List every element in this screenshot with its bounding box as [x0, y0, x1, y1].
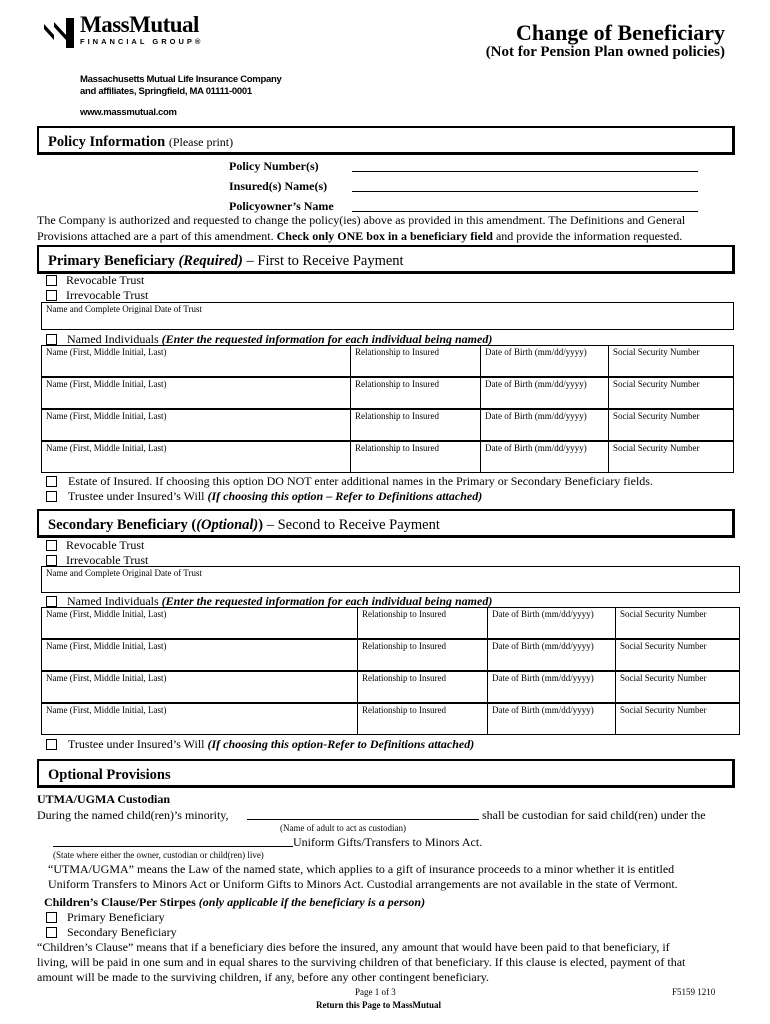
- secondary-irrevocable-trust-checkbox[interactable]: [46, 555, 57, 566]
- secondary-named-individuals-label: Named Individuals (Enter the requested information for each individual being named): [67, 594, 493, 608]
- secondary-ssn-field[interactable]: [615, 704, 741, 734]
- authorization-text-line1: The Company is authorized and requested to change the policy(ies) above as provided in this amendment. The Definitions and General: [37, 213, 686, 227]
- secondary-name-label: Name (First, Middle Initial, Last): [46, 673, 167, 683]
- page-number: Page 1 of 3: [355, 987, 396, 997]
- secondary-irrevocable-trust-label: Irrevocable Trust: [66, 553, 149, 567]
- form-title: Change of Beneficiary: [516, 20, 725, 45]
- secondary-name-label: Name (First, Middle Initial, Last): [46, 641, 167, 651]
- secondary-relationship-field[interactable]: [357, 672, 487, 702]
- primary-named-individuals-label: Named Individuals (Enter the requested information for each individual being named): [67, 332, 493, 346]
- logo-name: MassMutual: [80, 12, 199, 37]
- secondary-ssn-field[interactable]: [615, 672, 741, 702]
- policyowner-name-label: Policyowner’s Name: [229, 199, 334, 213]
- primary-individual-row: [41, 409, 734, 441]
- secondary-relationship-label: Relationship to Insured: [362, 705, 446, 715]
- primary-ssn-field[interactable]: [608, 410, 735, 440]
- secondary-date-of-birth-label: Date of Birth (mm/dd/yyyy): [492, 609, 594, 619]
- primary-individual-row: [41, 377, 734, 409]
- secondary-name-field[interactable]: [42, 608, 357, 638]
- secondary-relationship-label: Relationship to Insured: [362, 641, 446, 651]
- primary-date-of-birth-field[interactable]: [480, 346, 608, 376]
- optional-provisions-section-header: [37, 759, 735, 788]
- secondary-name-field[interactable]: [42, 704, 357, 734]
- primary-relationship-label: Relationship to Insured: [355, 379, 439, 389]
- primary-trust-name-label: Name and Complete Original Date of Trust: [46, 304, 202, 314]
- utma-act-label: Uniform Gifts/Transfers to Minors Act.: [293, 835, 483, 849]
- primary-named-individuals-checkbox[interactable]: [46, 334, 57, 345]
- childrens-clause-secondary-label: Secondary Beneficiary: [67, 925, 177, 939]
- primary-relationship-label: Relationship to Insured: [355, 411, 439, 421]
- childrens-clause-primary-checkbox[interactable]: [46, 912, 57, 923]
- primary-ssn-label: Social Security Number: [613, 347, 700, 357]
- custodian-state-note: (State where either the owner, custodian or child(ren) live): [53, 850, 264, 860]
- secondary-ssn-field[interactable]: [615, 640, 741, 670]
- primary-name-label: Name (First, Middle Initial, Last): [46, 379, 167, 389]
- estate-of-insured-checkbox[interactable]: [46, 476, 57, 487]
- secondary-trust-name-field[interactable]: [41, 566, 740, 593]
- secondary-name-field[interactable]: [42, 640, 357, 670]
- primary-beneficiary-section-header: [37, 245, 735, 274]
- massmutual-logo-icon: [44, 18, 74, 48]
- secondary-individual-row: [41, 639, 740, 671]
- secondary-ssn-label: Social Security Number: [620, 673, 707, 683]
- secondary-beneficiary-section-header: [37, 509, 735, 538]
- company-address-line2: and affiliates, Springfield, MA 01111-0001: [80, 86, 252, 97]
- primary-date-of-birth-field[interactable]: [480, 410, 608, 440]
- primary-date-of-birth-label: Date of Birth (mm/dd/yyyy): [485, 379, 587, 389]
- secondary-date-of-birth-field[interactable]: [487, 672, 615, 702]
- secondary-date-of-birth-field[interactable]: [487, 608, 615, 638]
- utma-line1-end: shall be custodian for said child(ren) under the: [482, 808, 706, 822]
- secondary-relationship-field[interactable]: [357, 608, 487, 638]
- form-subtitle: (Not for Pension Plan owned policies): [485, 44, 725, 60]
- secondary-trust-name-label: Name and Complete Original Date of Trust: [46, 568, 202, 578]
- primary-individual-row: [41, 441, 734, 473]
- primary-date-of-birth-label: Date of Birth (mm/dd/yyyy): [485, 443, 587, 453]
- primary-irrevocable-trust-label: Irrevocable Trust: [66, 288, 149, 302]
- custodian-name-note: (Name of adult to act as custodian): [280, 823, 406, 833]
- primary-date-of-birth-label: Date of Birth (mm/dd/yyyy): [485, 411, 587, 421]
- primary-ssn-field[interactable]: [608, 346, 735, 376]
- insured-name-field[interactable]: [352, 191, 698, 192]
- secondary-ssn-label: Social Security Number: [620, 705, 707, 715]
- primary-individual-row: [41, 345, 734, 377]
- insured-name-label: Insured(s) Name(s): [229, 179, 328, 193]
- estate-of-insured-label: Estate of Insured. If choosing this option DO NOT enter additional names in the Primary or Secondary Beneficiary fields.: [68, 474, 653, 488]
- primary-relationship-label: Relationship to Insured: [355, 443, 439, 453]
- primary-relationship-field[interactable]: [350, 410, 480, 440]
- primary-name-label: Name (First, Middle Initial, Last): [46, 443, 167, 453]
- custodian-name-field[interactable]: [247, 819, 479, 820]
- secondary-date-of-birth-label: Date of Birth (mm/dd/yyyy): [492, 673, 594, 683]
- secondary-trustee-label: Trustee under Insured’s Will (If choosing this option-Refer to Definitions attached): [68, 737, 475, 751]
- primary-name-label: Name (First, Middle Initial, Last): [46, 347, 167, 357]
- primary-revocable-trust-label: Revocable Trust: [66, 273, 145, 287]
- childrens-clause-definition-line1: “Children’s Clause” means that if a beneficiary dies before the insured, any amount that would have been paid to that beneficiary, if: [37, 940, 670, 954]
- primary-date-of-birth-label: Date of Birth (mm/dd/yyyy): [485, 347, 587, 357]
- primary-name-field[interactable]: [42, 442, 350, 472]
- primary-ssn-field[interactable]: [608, 378, 735, 408]
- secondary-revocable-trust-checkbox[interactable]: [46, 540, 57, 551]
- primary-name-field[interactable]: [42, 346, 350, 376]
- secondary-ssn-label: Social Security Number: [620, 609, 707, 619]
- primary-name-field[interactable]: [42, 378, 350, 408]
- utma-definition-line2: Uniform Transfers to Minors Act or Uniform Gifts to Minors Act. Custodial arrangements are not available in the state of Vermont.: [48, 877, 678, 891]
- company-website[interactable]: www.massmutual.com: [80, 107, 177, 118]
- primary-date-of-birth-field[interactable]: [480, 442, 608, 472]
- primary-beneficiary-heading: Primary Beneficiary (Required) – First to Receive Payment: [48, 253, 404, 269]
- secondary-name-label: Name (First, Middle Initial, Last): [46, 705, 167, 715]
- secondary-relationship-field[interactable]: [357, 640, 487, 670]
- primary-ssn-field[interactable]: [608, 442, 735, 472]
- form-id: F5159 1210: [672, 987, 716, 997]
- primary-trustee-label: Trustee under Insured’s Will (If choosing this option – Refer to Definitions attached): [68, 489, 483, 503]
- primary-name-label: Name (First, Middle Initial, Last): [46, 411, 167, 421]
- utma-line1-start: During the named child(ren)’s minority,: [37, 808, 229, 822]
- secondary-date-of-birth-label: Date of Birth (mm/dd/yyyy): [492, 705, 594, 715]
- childrens-clause-secondary-checkbox[interactable]: [46, 927, 57, 938]
- secondary-relationship-label: Relationship to Insured: [362, 609, 446, 619]
- primary-ssn-label: Social Security Number: [613, 411, 700, 421]
- primary-date-of-birth-field[interactable]: [480, 378, 608, 408]
- secondary-ssn-field[interactable]: [615, 608, 741, 638]
- company-address-line1: Massachusetts Mutual Life Insurance Company: [80, 74, 282, 85]
- secondary-date-of-birth-label: Date of Birth (mm/dd/yyyy): [492, 641, 594, 651]
- primary-relationship-field[interactable]: [350, 442, 480, 472]
- secondary-name-field[interactable]: [42, 672, 357, 702]
- utma-definition-line1: “UTMA/UGMA” means the Law of the named state, which applies to a gift of insurance proceeds to a minor whether it is entitled: [48, 862, 675, 876]
- secondary-trustee-checkbox[interactable]: [46, 739, 57, 750]
- childrens-clause-definition-line3: amount will be made to the surviving children, if any, before any other contingent beneficiary.: [37, 970, 489, 984]
- childrens-clause-definition-line2: living, will be paid in one sum and in equal shares to the surviving children of that beneficiary. If this clause is elected, payment of that: [37, 955, 686, 969]
- secondary-relationship-label: Relationship to Insured: [362, 673, 446, 683]
- primary-relationship-field[interactable]: [350, 378, 480, 408]
- policy-number-field[interactable]: [352, 171, 698, 172]
- primary-ssn-label: Social Security Number: [613, 379, 700, 389]
- secondary-date-of-birth-field[interactable]: [487, 640, 615, 670]
- secondary-named-individuals-checkbox[interactable]: [46, 596, 57, 607]
- primary-relationship-label: Relationship to Insured: [355, 347, 439, 357]
- secondary-date-of-birth-field[interactable]: [487, 704, 615, 734]
- secondary-ssn-label: Social Security Number: [620, 641, 707, 651]
- custodian-state-field[interactable]: [53, 846, 293, 847]
- authorization-text-line2: Provisions attached are a part of this amendment. Check only ONE box in a beneficiary field and provide the information requested.: [37, 229, 683, 243]
- return-instruction: Return this Page to MassMutual: [316, 1000, 441, 1010]
- policy-info-heading: Policy Information (Please print): [48, 134, 234, 150]
- childrens-clause-primary-label: Primary Beneficiary: [67, 910, 165, 924]
- policy-info-section-header: [37, 126, 735, 155]
- secondary-individual-row: [41, 607, 740, 639]
- secondary-individual-row: [41, 671, 740, 703]
- secondary-relationship-field[interactable]: [357, 704, 487, 734]
- childrens-clause-heading: Children’s Clause/Per Stirpes (only applicable if the beneficiary is a person): [44, 895, 426, 909]
- policyowner-name-field[interactable]: [352, 211, 698, 212]
- primary-revocable-trust-checkbox[interactable]: [46, 275, 57, 286]
- optional-provisions-heading: Optional Provisions: [48, 767, 171, 783]
- policy-number-label: Policy Number(s): [229, 159, 319, 173]
- logo-subtitle: FINANCIAL GROUP®: [80, 37, 204, 46]
- primary-ssn-label: Social Security Number: [613, 443, 700, 453]
- primary-relationship-field[interactable]: [350, 346, 480, 376]
- secondary-revocable-trust-label: Revocable Trust: [66, 538, 145, 552]
- primary-name-field[interactable]: [42, 410, 350, 440]
- secondary-individual-row: [41, 703, 740, 735]
- primary-trustee-checkbox[interactable]: [46, 491, 57, 502]
- primary-irrevocable-trust-checkbox[interactable]: [46, 290, 57, 301]
- utma-heading: UTMA/UGMA Custodian: [37, 792, 171, 806]
- secondary-beneficiary-heading: Secondary Beneficiary ((Optional)) – Second to Receive Payment: [48, 517, 440, 533]
- primary-trust-name-field[interactable]: [41, 302, 734, 330]
- secondary-name-label: Name (First, Middle Initial, Last): [46, 609, 167, 619]
